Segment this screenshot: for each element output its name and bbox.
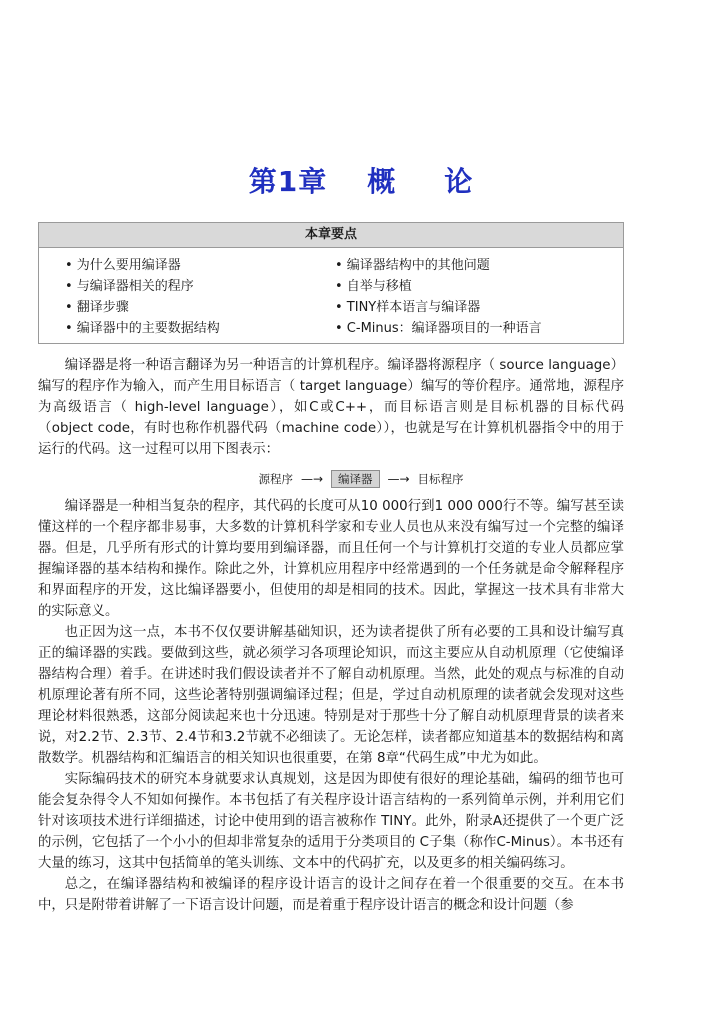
flow-compiler-box: 编译器 [331, 470, 380, 488]
paragraph: 编译器是一种相当复杂的程序，其代码的长度可从10 000行到1 000 000行不等。编写甚至读懂这样的一个程序都非易事，大多数的计算机科学家和专业人员也从来没有编写过一个完整的编译器。但是，几乎所有形式的计算均要用到编译器，而且任何一个与计算机打交道的专业人员都应掌握编译器的基本结构和操作。除此之外，计算机应用程序中经常遇到的一个任务就是命令解释程序和界面程序的开发，这比编译器要小，但使用的却是相同的技术。因此，掌握这一技术具有非常大的实际意义。 [38, 499, 624, 619]
paragraph-block-1 [38, 355, 624, 460]
paragraph: 总之，在编译器结构和被编译的程序设计语言的设计之间存在着一个很重要的交互。在本书中，只是附带着讲解了一下语言设计问题，而是着重于程序设计语言的概念和设计问题（参 [38, 877, 624, 913]
arrow-right-icon: —→ [387, 472, 410, 486]
flow-source-label: 源程序 [258, 472, 293, 486]
summary-item: • 为什么要用编译器 [65, 258, 181, 273]
compile-flow-diagram [0, 470, 722, 488]
summary-right-column [335, 255, 605, 339]
paragraph-block-2 [38, 496, 624, 916]
summary-item: • 翻译步骤 [65, 300, 129, 315]
summary-item: • C-Minus：编译器项目的一种语言 [335, 321, 542, 336]
summary-header: 本章要点 [39, 223, 623, 248]
paragraph: 实际编码技术的研究本身就要求认真规划，这是因为即使有很好的理论基础，编码的细节也可能会复杂得令人不知如何操作。本书包括了有关程序设计语言结构的一系列简单示例，并利用它们针对该项技术进行详细描述，讨论中使用到的语言被称作 TINY。此外，附录A还提供了一个更广泛的示例，它包括了一个小小的但却非常复杂的适用于分类项目的 C子集（称作C-Minus）。本书还有大量的练习，这其中包括简单的笔头训练、文本中的代码扩充，以及更多的相关编码练习。 [38, 772, 624, 871]
chapter-summary-box [38, 222, 624, 344]
chapter-title-char-2: 论 [444, 165, 474, 198]
flow-target-label: 目标程序 [417, 472, 464, 486]
paragraph-intro: 编译器是将一种语言翻译为另一种语言的计算机程序。编译器将源程序（ source language）编写的程序作为输入，而产生用目标语言（ target language）编写的等价程序。通常地，源程序为高级语言（ high-level language），如C或C++，而目标语言则是目标机器的目标代码（object code，有时也称作机器代码（machine code）），也就是写在计算机机器指令中的用于运行的代码。这一过程可以用下图表示： [38, 358, 624, 457]
chapter-number: 第1章 [248, 165, 328, 198]
chapter-title [0, 160, 722, 200]
arrow-right-icon: —→ [300, 472, 324, 486]
paragraph: 也正因为这一点，本书不仅仅要讲解基础知识，还为读者提供了所有必要的工具和设计编写真正的编译器的实践。要做到这些，就必须学习各项理论知识，而这主要应从自动机原理（它使编译器结构合理）着手。在讲述时我们假设读者并不了解自动机原理。当然，此处的观点与标准的自动机原理论著有所不同，这些论著特别强调编译过程；但是，学过自动机原理的读者就会发现对这些理论材料很熟悉，这部分阅读起来也十分迅速。特别是对于那些十分了解自动机原理背景的读者来说，对2.2节、2.3节、2.4节和3.2节就不必细读了。无论怎样，读者都应知道基本的数据结构和离散数学。机器结构和汇编语言的相关知识也很重要，在第 8章“代码生成”中尤为如此。 [38, 625, 624, 766]
summary-left-column [65, 255, 335, 339]
summary-item: • TINY样本语言与编译器 [335, 300, 481, 315]
summary-columns [39, 248, 623, 344]
summary-item: • 与编译器相关的程序 [65, 279, 194, 294]
summary-item: • 编译器结构中的其他问题 [335, 258, 490, 273]
summary-item: • 自举与移植 [335, 279, 412, 294]
summary-item: • 编译器中的主要数据结构 [65, 321, 220, 336]
chapter-title-char-1: 概 [367, 165, 397, 198]
